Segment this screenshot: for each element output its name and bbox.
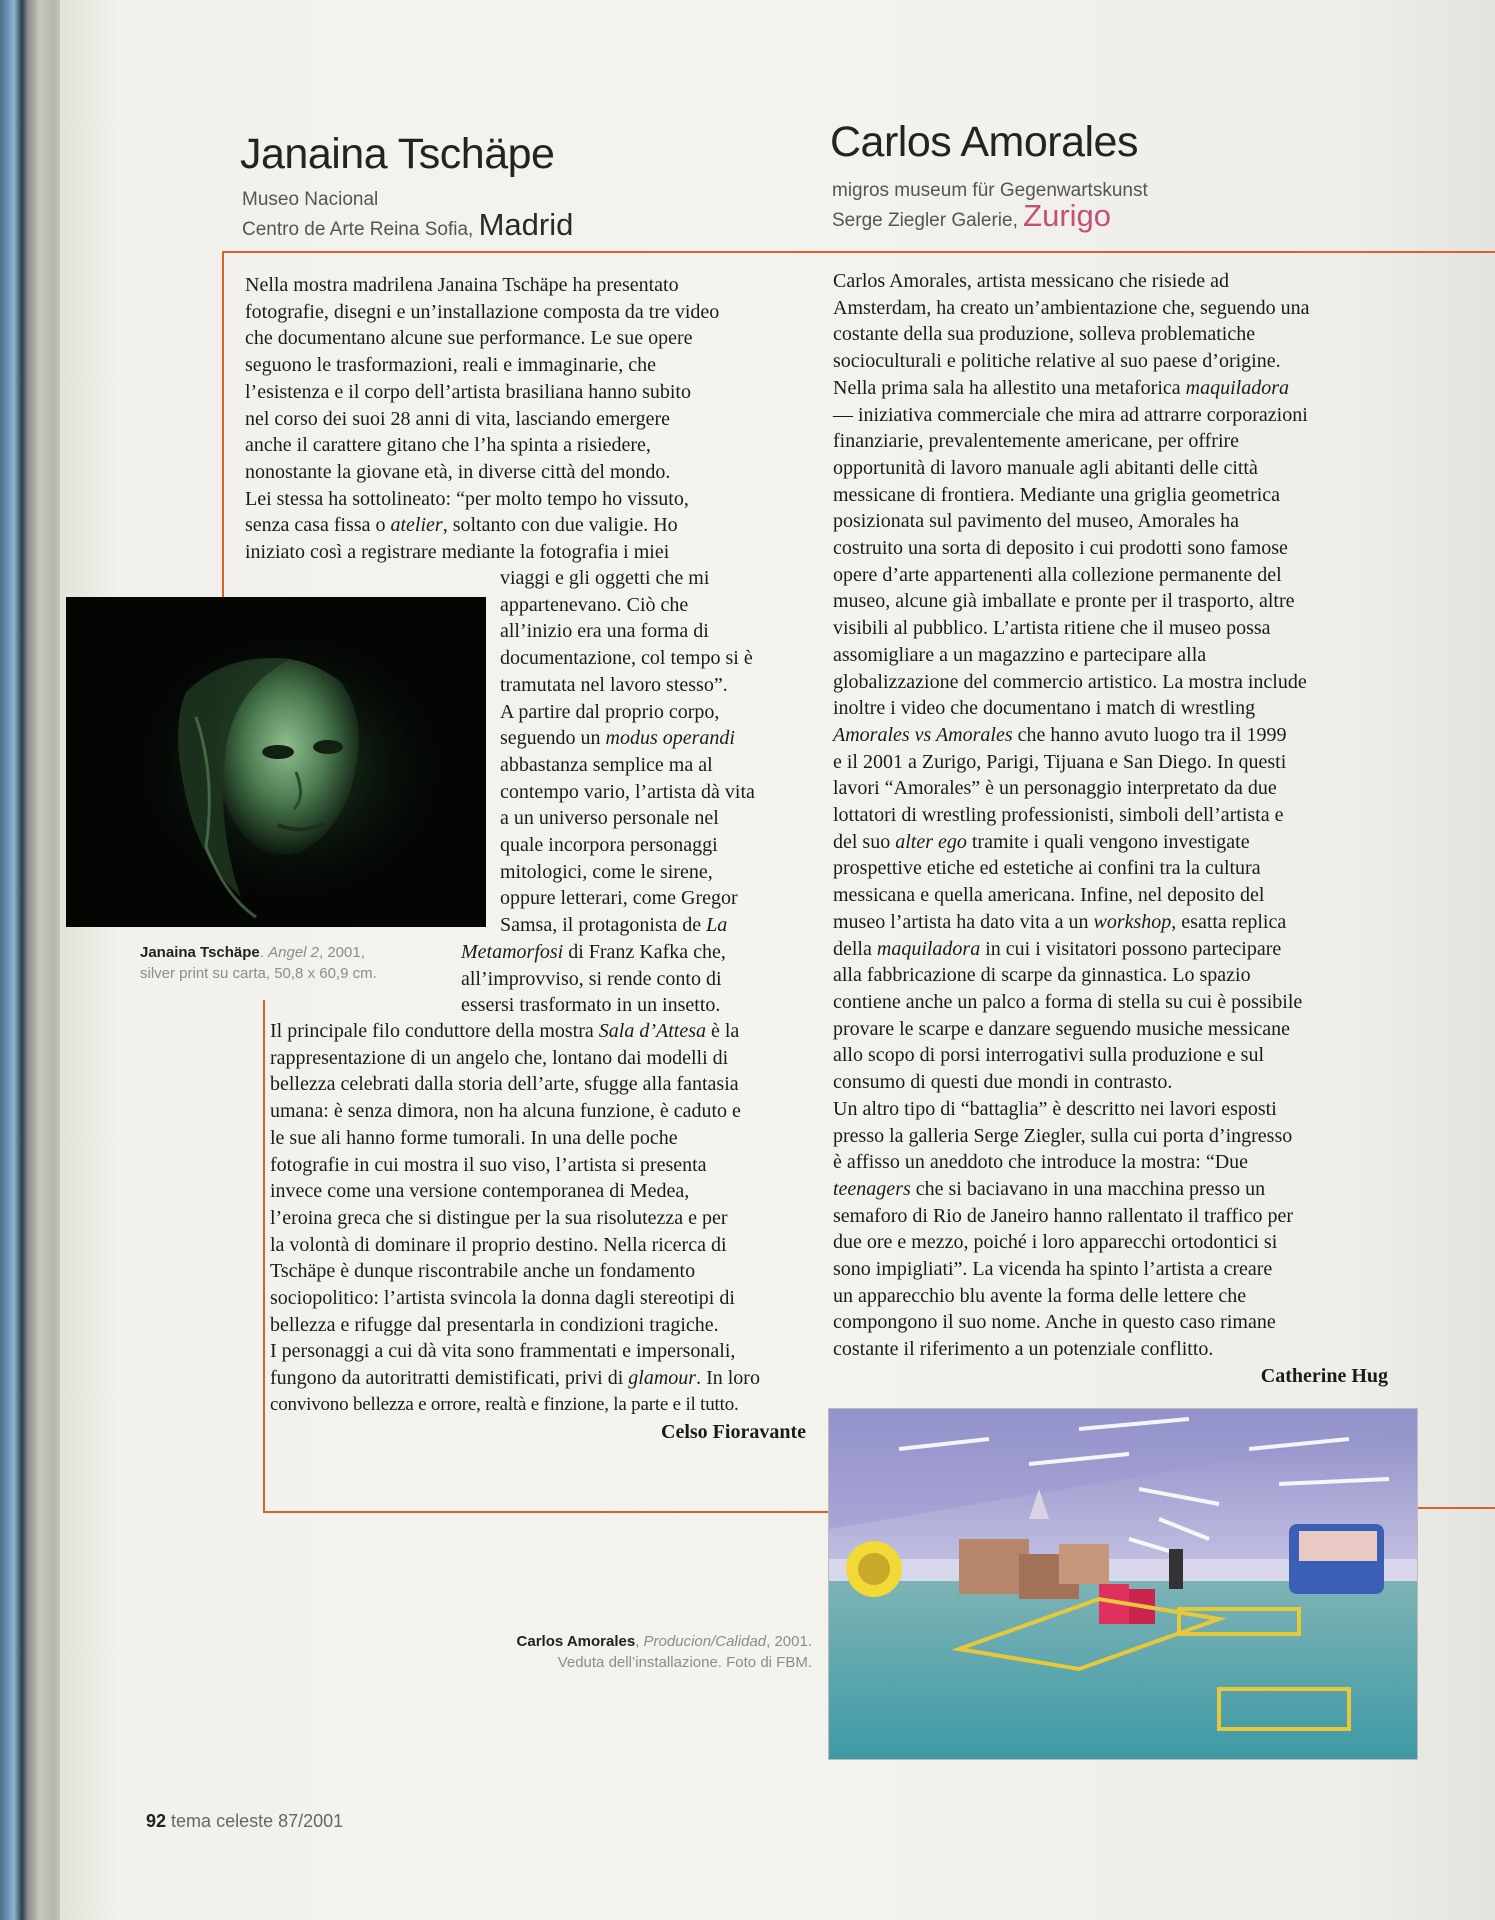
carlos-amorales-installation-photo [828,1408,1418,1760]
modus-line: seguendo un modus operandi [500,727,735,750]
left-venue-line1: Museo Nacional [242,189,379,210]
left-text-line: fotografie in cui mostra il suo viso, l’artista si presenta [270,1153,707,1176]
left-photo-caption: Janaina Tschäpe. Angel 2, 2001, silver print su carta, 50,8 x 60,9 cm. [140,944,377,982]
right-article [833,268,1393,1390]
right-text-line: lavori “Amorales” è un personaggio interpretato da due [833,777,1277,800]
left-atelier-line: senza casa fissa o atelier, soltanto con due valigie. Ho [245,514,678,537]
right-text-line: museo, alcune già imballate e pronte per il trasporto, altre [833,590,1295,613]
wrap-lines-a [500,565,800,725]
page-number: 92 [146,1811,167,1831]
right-text-line: costante il riferimento a un potenziale conflitto. [833,1338,1214,1361]
right-text-line: costante della sua produzione, solleva problematiche [833,323,1256,346]
portrait-image [66,597,486,927]
right-text-line: e il 2001 a Zurigo, Parigi, Tijuana e San Diego. In questi [833,750,1287,773]
left-rule-upper [222,251,224,598]
right-city: Zurigo [1023,198,1112,233]
right-text-line: opere d’arte appartenenti alla collezione permanente del [833,563,1282,586]
right-text-line: provare le scarpe e danzare seguendo musiche messicane [833,1017,1291,1040]
maquiladora-line: Nella prima sala ha allestito una metaforica maquiladora [833,376,1289,399]
left-text-line: fotografie, disegni e un’installazione composta da tre video [245,300,720,323]
amorales-vs-line: Amorales vs Amorales che hanno avuto luogo tra il 1999 [833,723,1287,746]
left-text-line: nonostante la giovane età, in diverse città del mondo. [245,460,671,483]
left-text-line: Tschäpe è dunque riscontrabile anche un fondamento [270,1260,696,1283]
left-bottom-lines [270,1045,810,1365]
left-rule-lower [263,1000,265,1512]
installation-image [829,1409,1417,1759]
wrap-text-line: contempo vario, l’artista dà vita [500,780,755,803]
left-venue [242,187,573,242]
right-text-line: un apparecchio blu avente la forma delle lettere che [833,1284,1247,1307]
left-text-line: invece come una versione contemporanea di Medea, [270,1180,690,1203]
right-text-line: è affisso un aneddoto che introduce la mostra: “Due [833,1151,1249,1174]
right-text-line: globalizzazione del commercio artistico. La mostra include [833,670,1307,693]
left-city: Madrid [478,207,574,242]
right-edge-rule [1418,1507,1495,1509]
right-text-line: socioculturali e politiche relative al suo paese d’origine. [833,350,1281,373]
left-last-line: convivono bellezza e orrore, realtà e finzione, la parte e il tutto. [270,1393,739,1415]
right-text-line: opportunità di lavoro manuale agli abitanti delle città [833,456,1258,479]
right-text-line: costruito una sorta di deposito i cui prodotti sono famose [833,537,1288,560]
glamour-line: fungono da autoritratti demistificati, privi di glamour. In loro [270,1367,760,1390]
left-text-line: Lei stessa ha sottolineato: “per molto tempo ho vissuto, [245,487,689,510]
page-footer [146,1811,343,1832]
right-artist-title: Carlos Amorales [830,118,1138,166]
left-text-line: bellezza e rifugge dal presentarla in condizioni tragiche. [270,1313,719,1336]
right-text-line: due ore e mezzo, poiché i loro apparecchi ortodontici si [833,1231,1278,1254]
left-article-bottom [270,1018,810,1445]
sala-line: Il principale filo conduttore della mostra Sala d’Attesa è la [270,1020,740,1042]
left-text-line: Nella mostra madrilena Janaina Tschäpe ha presentato [245,274,679,296]
left-text-line: che documentano alcune sue performance. Le sue opere [245,327,693,350]
wrap-text-line: oppure letterari, come Gregor [500,887,738,910]
top-rule [222,251,1495,253]
left-venue-line2: Centro de Arte Reina Sofia, Madrid [242,207,574,242]
right-text-line: alla fabbricazione di scarpe da ginnastica. Lo spazio [833,964,1251,987]
alter-ego-line: del suo alter ego tramite i quali vengono investigate [833,830,1250,853]
right-text-line: Un altro tipo di “battaglia” è descritto nei lavori esposti [833,1097,1277,1120]
right-text-line: prospettive etiche ed estetiche ai confini tra la cultura [833,857,1261,880]
wrap-lines-b [500,752,800,912]
left-text-line: l’esistenza e il corpo dell’artista brasiliana hanno subito [245,380,691,403]
left-text-line: l’eroina greca che si distingue per la sua risolutezza e per [270,1206,728,1229]
maquiladora-line-2: della maquiladora in cui i visitatori possono partecipare [833,937,1282,960]
left-text-line: seguono le trasformazioni, reali e immaginarie, che [245,354,656,377]
left-article-wrap [500,565,800,939]
right-venue-line2: Serge Ziegler Galerie, Zurigo [832,198,1112,233]
right-text-line: compongono il suo nome. Anche in questo caso rimane [833,1311,1276,1334]
left-text-line: le sue ali hanno forme tumorali. In una delle poche [270,1126,678,1149]
wrap-lines-c [461,966,801,1019]
wrap-text-line: A partire dal proprio corpo, [500,700,720,723]
left-text-line: umana: è senza dimora, non ha alcuna funzione, è caduto e [270,1100,741,1123]
right-text-line: posizionata sul pavimento del museo, Amorales ha [833,510,1240,533]
right-venue-line1: migros museum für Gegenwartskunst [832,180,1148,201]
right-text-line: — iniziativa commerciale che mira ad attrarre corporazioni [833,403,1308,426]
teenagers-line: teenagers che si baciavano in una macchina presso un [833,1177,1266,1200]
left-signature: Celso Fioravante [661,1420,806,1443]
right-text-line: messicana e quella americana. Infine, nel deposito del [833,884,1265,907]
metamorfosi-line: Metamorfosi di Franz Kafka che, [461,941,726,963]
magazine-issue: tema celeste 87/2001 [171,1811,344,1831]
right-text-line: semaforo di Rio de Janeiro hanno rallentato il traffico per [833,1204,1294,1227]
left-article-top [245,272,805,566]
left-text-line: anche il carattere gitano che l’ha spinta a risiedere, [245,434,651,457]
left-iniziato-line: iniziato così a registrare mediante la fotografia i miei [245,541,670,564]
bottom-rule [263,1511,829,1513]
wrap-text-line: tramutata nel lavoro stesso”. [500,673,728,696]
wrap-text-line: mitologici, come le sirene, [500,860,713,883]
left-metamorfosi-block [461,939,801,1019]
right-text-line: finanziarie, prevalentemente americane, per offrire [833,430,1240,453]
wrap-text-line: all’improvviso, si rende conto di [461,967,722,990]
right-text-line: visibili al pubblico. L’artista ritiene che il museo possa [833,617,1271,640]
right-text-line: sono impigliati”. La vicenda ha spinto l’artista a creare [833,1258,1273,1281]
wrap-text-line: viaggi e gli oggetti che mi [500,567,710,589]
right-venue [832,178,1148,233]
wrap-text-line: abbastanza semplice ma al [500,753,713,776]
right-text-line: inoltre i video che documentano i match di wrestling [833,697,1256,720]
wrap-text-line: documentazione, col tempo si è [500,647,753,670]
wrap-text-line: all’inizio era una forma di [500,620,709,643]
left-paragraph-lines [245,272,805,512]
wrap-text-line: appartenevano. Ciò che [500,593,689,616]
left-text-line: I personaggi a cui dà vita sono frammentati e impersonali, [270,1340,736,1363]
right-text-line: Amsterdam, ha creato un’ambientazione che, seguendo una [833,296,1310,319]
left-text-line: nel corso dei suoi 28 anni di vita, lasciando emergere [245,407,671,430]
right-text-line: messicane di frontiera. Mediante una griglia geometrica [833,483,1281,506]
workshop-line: museo l’artista ha dato vita a un workshop, esatta replica [833,910,1287,933]
left-text-line: rappresentazione di un angelo che, lontano dai modelli di [270,1046,729,1069]
left-text-line: bellezza celebrati dalla storia dell’arte, sfugge alla fantasia [270,1073,739,1096]
right-text-line: consumo di questi due mondi in contrasto. [833,1071,1173,1094]
right-text-line: allo scopo di porsi interrogativi sulla produzione e sul [833,1044,1265,1067]
left-text-line: la volontà di dominare il proprio destino. Nella ricerca di [270,1233,727,1256]
left-text-line: sociopolitico: l’artista svincola la donna dagli stereotipi di [270,1287,735,1310]
left-artist-title: Janaina Tschäpe [240,130,555,178]
right-text-line: Carlos Amorales, artista messicano che risiede ad [833,270,1229,292]
wrap-text-line: quale incorpora personaggi [500,834,718,857]
right-text-line: assomigliare a un magazzino e partecipare alla [833,643,1207,666]
wrap-text-line: a un universo personale nel [500,807,719,830]
wrap-text-line: essersi trasformato in un insetto. [461,994,721,1017]
right-text-line: presso la galleria Serge Ziegler, sulla cui porta d’ingresso [833,1124,1293,1147]
samsa-line: Samsa, il protagonista de La [500,914,728,937]
right-signature: Catherine Hug [1260,1364,1388,1387]
right-text-line: lottatori di wrestling professionisti, simboli dell’artista e [833,804,1284,827]
janaina-tschape-photo [66,597,486,927]
right-text-line: contiene anche un palco a forma di stella su cui è possibile [833,990,1303,1013]
right-photo-caption: Carlos Amorales, Producion/Calidad, 2001. Veduta dell’installazione. Foto di FBM. [516,1633,812,1671]
